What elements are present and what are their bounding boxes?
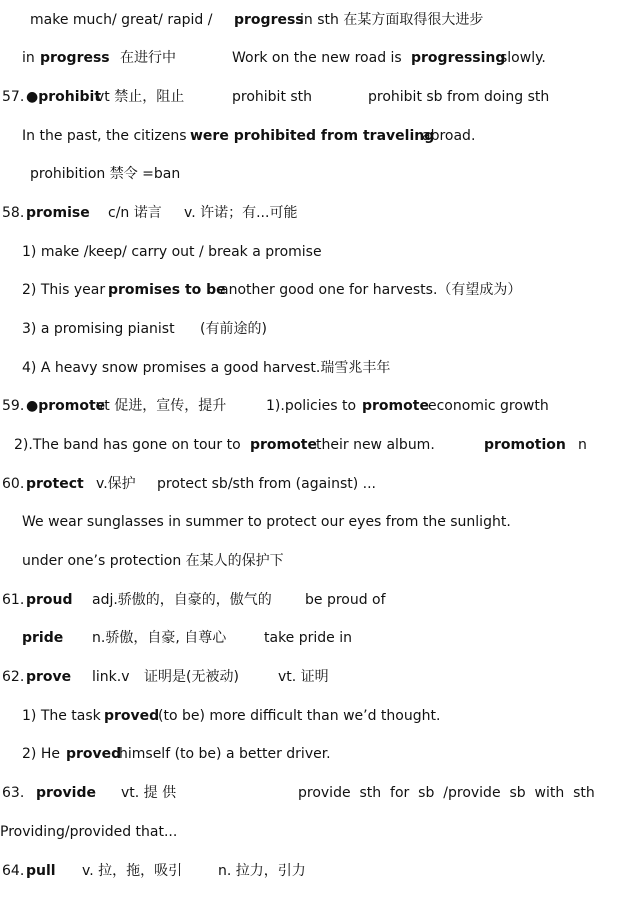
text: 2).The band has gone on tour to [14, 437, 241, 453]
headword: protect [26, 476, 84, 492]
text: Providing/provided that... [0, 824, 178, 840]
text: n [578, 437, 587, 453]
definition: link.v [92, 669, 130, 685]
definition: vt 禁止，阻止 [96, 89, 185, 105]
text: make much/ great/ rapid / [30, 12, 213, 28]
text: in [22, 50, 35, 66]
definition: v. 拉，拖，吸引 [82, 863, 183, 879]
definition: adj.骄傲的，自豪的，傲气的 [92, 592, 272, 608]
definition: vt. 提 供 [121, 785, 177, 801]
bold-term: progress [234, 12, 304, 28]
definition: vt 促进，宣传，提升 [96, 398, 227, 414]
entry-number: 60. [2, 476, 25, 492]
text: 1).policies to [266, 398, 357, 414]
text: economic growth [428, 398, 549, 414]
text: 在进行中 [120, 50, 176, 66]
text: (有前途的) [200, 321, 267, 337]
usage: take pride in [264, 630, 352, 646]
bold-term: were prohibited from traveling [190, 128, 435, 144]
headword: proud [26, 592, 73, 608]
headword: pride [22, 630, 64, 646]
definition: c/n 诺言 [108, 205, 162, 221]
text: prohibition 禁令 =ban [30, 166, 181, 182]
definition: v.保护 [96, 476, 136, 492]
entry-number: 64. [2, 863, 25, 879]
headword: pull [26, 863, 56, 879]
bold-term: progressing [411, 50, 506, 66]
usage: prohibit sth [232, 89, 313, 105]
definition: n.骄傲，自豪, 自尊心 [92, 630, 227, 646]
headword: ●prohibit [26, 89, 102, 105]
usage: protect sb/sth from (against) ... [157, 476, 376, 492]
entry-number: 62. [2, 669, 25, 685]
text: 3) a promising pianist [22, 321, 175, 337]
text: slowly. [500, 50, 546, 66]
text: Work on the new road is [232, 50, 402, 66]
text: (to be) more difficult than we’d thought. [158, 708, 441, 724]
headword: provide [36, 785, 96, 801]
text: We wear sunglasses in summer to protect our eyes from the sunlight. [22, 514, 511, 530]
entry-number: 61. [2, 592, 25, 608]
definition: vt. 证明 [278, 669, 329, 685]
bold-term: promote [362, 398, 429, 414]
bold-term: progress [40, 50, 110, 66]
text: another good one for harvests.（有望成为） [220, 282, 522, 298]
bold-term: promotion [484, 437, 566, 453]
text: in sth 在某方面取得很大进步 [300, 12, 484, 28]
usage: provide sth for sb /provide sb with sth [298, 785, 595, 801]
entry-number: 59. [2, 398, 25, 414]
headword: prove [26, 669, 72, 685]
bold-term: promises to be [108, 282, 226, 298]
definition: v. 许诺；有...可能 [184, 205, 298, 221]
text: their new album. [316, 437, 435, 453]
entry-number: 58. [2, 205, 25, 221]
text: 2) This year [22, 282, 106, 298]
text: under one’s protection 在某人的保护下 [22, 553, 284, 569]
text: In the past, the citizens [22, 128, 187, 144]
bold-term: proved [66, 746, 122, 762]
entry-number: 63. [2, 785, 25, 801]
entry-number: 57. [2, 89, 25, 105]
definition: 证明是(无被动) [144, 669, 239, 685]
text: 4) A heavy snow promises a good harvest.瑞雪兆丰年 [22, 360, 391, 376]
text: 2) He [22, 746, 60, 762]
headword: promise [26, 205, 90, 221]
bold-term: promote [250, 437, 317, 453]
text: 1) make /keep/ carry out / break a promise [22, 244, 322, 260]
usage: be proud of [305, 592, 386, 608]
usage: prohibit sb from doing sth [368, 89, 550, 105]
headword: ●promote [26, 398, 106, 414]
text: abroad. [422, 128, 476, 144]
text: 1) The task [22, 708, 101, 724]
bold-term: proved [104, 708, 160, 724]
definition: n. 拉力，引力 [218, 863, 306, 879]
text: himself (to be) a better driver. [119, 746, 331, 762]
